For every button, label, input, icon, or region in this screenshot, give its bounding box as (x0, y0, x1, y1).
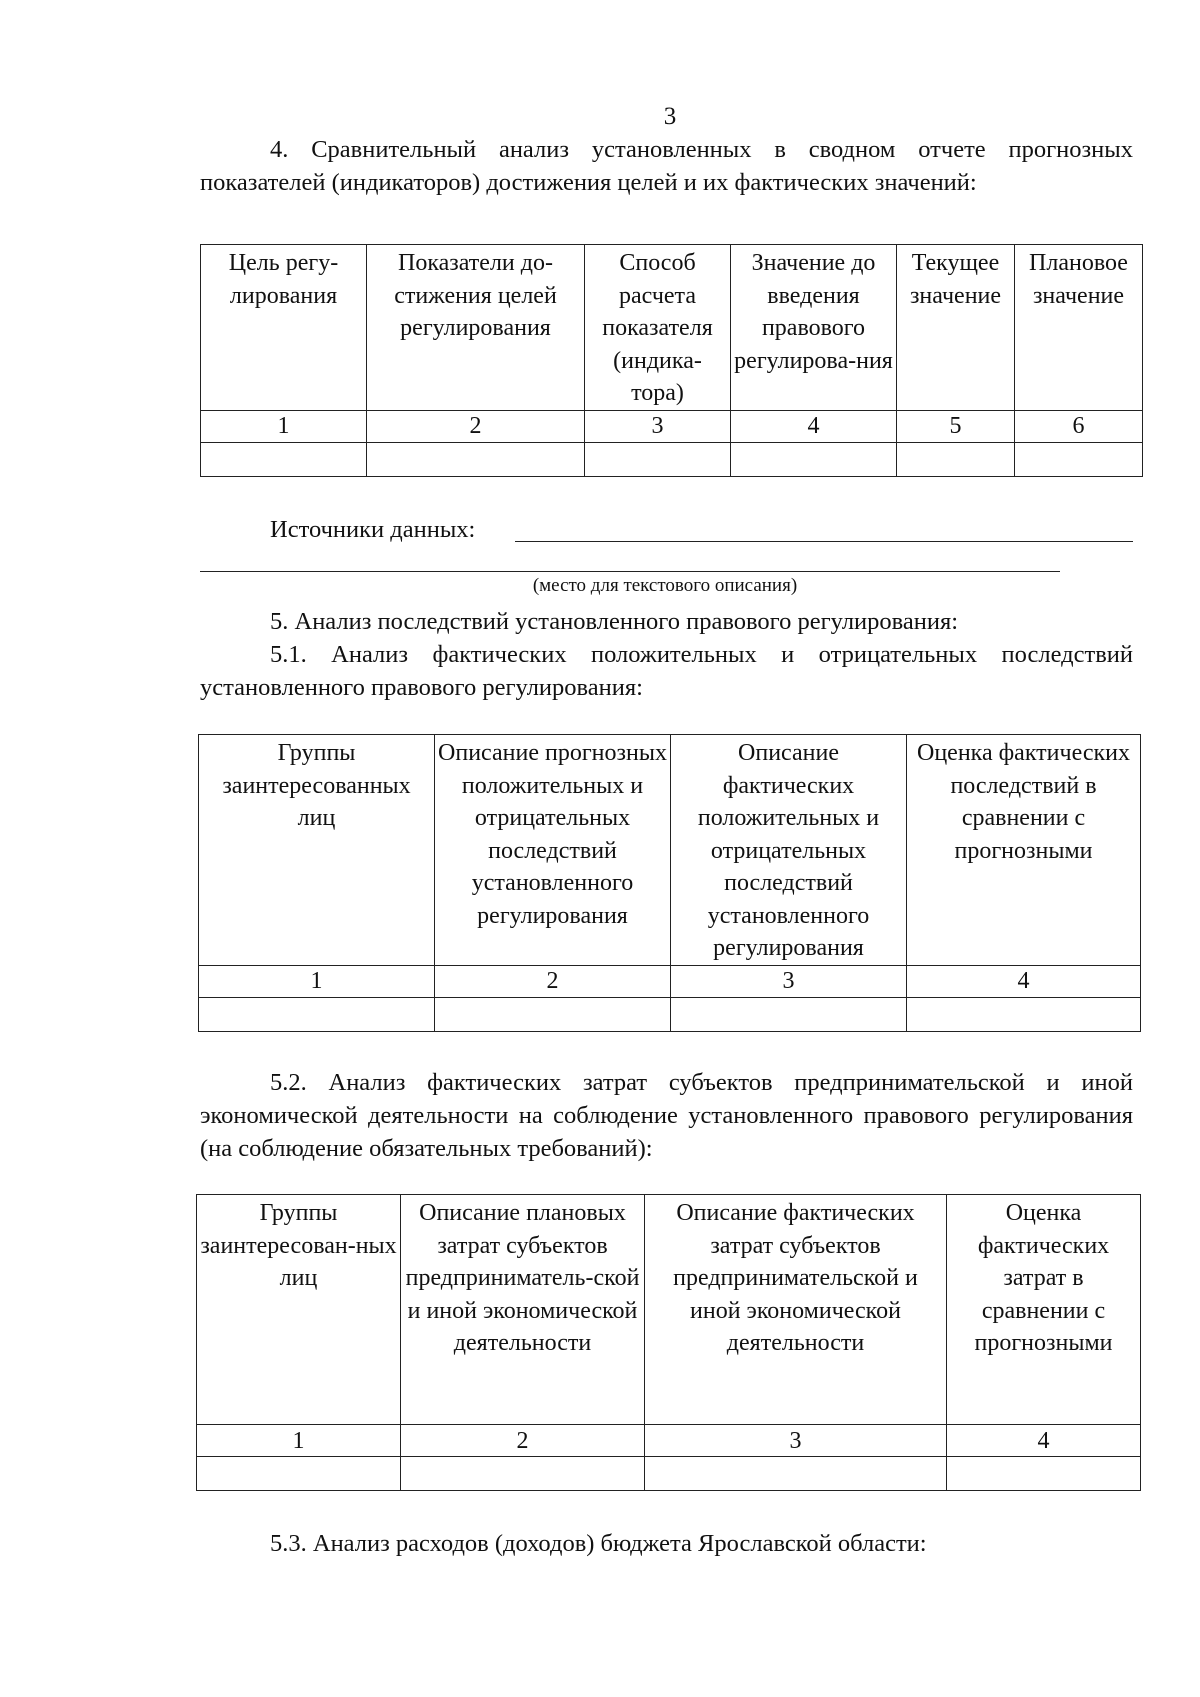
table-empty-row (199, 997, 1141, 1031)
header-cell: Группы заинтересованных лиц (199, 735, 435, 966)
column-number: 1 (201, 410, 367, 442)
empty-cell (201, 442, 367, 476)
table-empty-row (197, 1457, 1141, 1491)
table-number-row (199, 965, 1141, 997)
header-cell: Описание фактических положительных и отрицательных последствий установленного регулирования (671, 735, 907, 966)
header-cell: Текущее значение (897, 245, 1015, 411)
empty-cell (947, 1457, 1141, 1491)
empty-cell (645, 1457, 947, 1491)
empty-cell (907, 997, 1141, 1031)
header-cell: Цель регу-лирования (201, 245, 367, 411)
empty-cell (197, 1457, 401, 1491)
empty-cell (199, 997, 435, 1031)
header-cell: Оценка фактических последствий в сравнении с прогнозными (907, 735, 1141, 966)
table-header-row (201, 245, 1143, 411)
header-cell: Группы заинтересован-ных лиц (197, 1195, 401, 1425)
empty-cell (367, 442, 585, 476)
column-number: 2 (401, 1425, 645, 1457)
header-cell: Способ расчета показателя (индика-тора) (585, 245, 731, 411)
section-5-2-heading: 5.2. Анализ фактических затрат субъектов предпринимательской и иной экономической деятельности на соблюдение установленного правового регулирования (на соблюдение обязательных требований): (200, 1069, 1133, 1162)
consequences-table (198, 734, 1141, 1032)
sources-fill-line (515, 541, 1133, 542)
header-cell: Значение до введения правового регулирова-ния (731, 245, 897, 411)
column-number: 5 (897, 410, 1015, 442)
table-number-row (201, 410, 1143, 442)
section-5-3-heading: 5.3. Анализ расходов (доходов) бюджета Ярославской области: (270, 1530, 927, 1557)
column-number: 2 (367, 410, 585, 442)
indicators-table (200, 244, 1143, 477)
column-number: 3 (585, 410, 731, 442)
column-number: 3 (671, 965, 907, 997)
section-4-heading: 4. Сравнительный анализ установленных в сводном отчете прогнозных показателей (индикаторов) достижения целей и их фактических значений: (200, 136, 1133, 196)
empty-cell (435, 997, 671, 1031)
empty-cell (897, 442, 1015, 476)
section-5-heading: 5. Анализ последствий установленного правового регулирования: (270, 608, 959, 635)
costs-table (196, 1194, 1141, 1491)
sources-caption: (место для текстового описания) (532, 575, 798, 596)
empty-cell (1015, 442, 1143, 476)
column-number: 4 (947, 1425, 1141, 1457)
table-number-row (197, 1425, 1141, 1457)
column-number: 1 (199, 965, 435, 997)
empty-cell (671, 997, 907, 1031)
column-number: 1 (197, 1425, 401, 1457)
table-empty-row (201, 442, 1143, 476)
header-cell: Плановое значение (1015, 245, 1143, 411)
sources-second-line (200, 571, 1060, 572)
header-cell: Оценка фактических затрат в сравнении с прогнозными (947, 1195, 1141, 1425)
header-cell: Описание плановых затрат субъектов предприниматель-ской и иной экономической деятельности (401, 1195, 645, 1425)
page-number: 3 (663, 103, 677, 130)
column-number: 4 (731, 410, 897, 442)
empty-cell (731, 442, 897, 476)
column-number: 2 (435, 965, 671, 997)
empty-cell (585, 442, 731, 476)
header-cell: Показатели до-стижения целей регулирования (367, 245, 585, 411)
table-header-row (199, 735, 1141, 966)
header-cell: Описание фактических затрат субъектов предпринимательской и иной экономической деятельности (645, 1195, 947, 1425)
header-cell: Описание прогнозных положительных и отрицательных последствий установленного регулирования (435, 735, 671, 966)
column-number: 3 (645, 1425, 947, 1457)
section-5-1-heading: 5.1. Анализ фактических положительных и отрицательных последствий установленного правового регулирования: (200, 641, 1133, 701)
sources-label: Источники данных: (270, 516, 476, 543)
column-number: 4 (907, 965, 1141, 997)
empty-cell (401, 1457, 645, 1491)
table-header-row (197, 1195, 1141, 1425)
column-number: 6 (1015, 410, 1143, 442)
